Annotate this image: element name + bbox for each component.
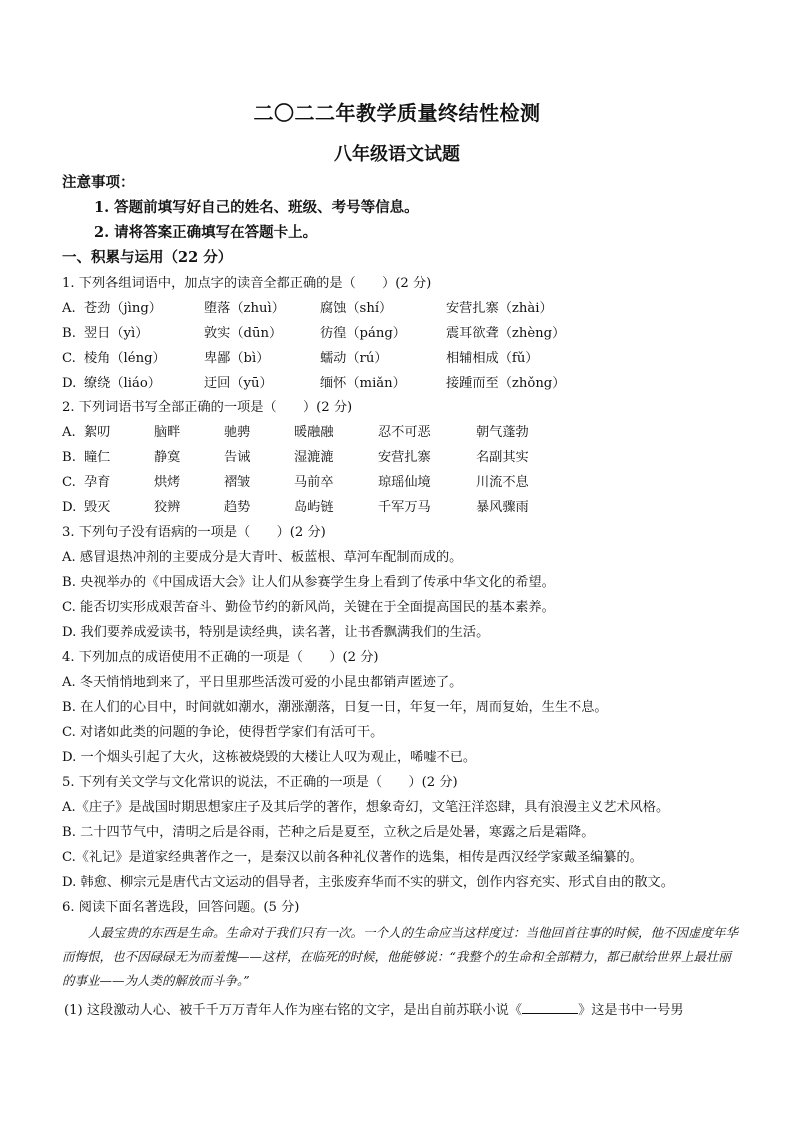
option-label: C.	[62, 351, 76, 366]
question-stem: 3. 下列句子没有语病的一项是（ ）(2 分)	[62, 525, 326, 540]
option-label: A.	[62, 425, 76, 440]
option-word: 安营扎寨	[378, 450, 431, 465]
option-text: B. 二十四节气中，清明之后是谷雨，芒种之后是夏至，立秋之后是处暑，寒露之后是霜降。	[62, 825, 595, 840]
sub-question	[64, 999, 684, 1020]
option-word: 敦实（dūn）	[204, 326, 283, 341]
excerpt-passage: 人最宝贵的东西是生命。生命对于我们只有一次。一个人的生命应当这样度过：当他回首往事的时候，他不因虚度年华而悔恨，也不因碌碌无为而羞愧——这样，在临死的时候，他能够说：“我整个的生命和全部精力，都已献给世界上最壮丽的事业——为人类的解放而斗争。”	[62, 925, 739, 988]
option-text: A. 感冒退热冲剂的主要成分是大青叶、板蓝根、草河车配制而成的。	[62, 550, 463, 565]
exam-subtitle: 八年级语文试题	[334, 144, 460, 165]
option-text: C.《礼记》是道家经典著作之一，是秦汉以前各种礼仪著作的选集，相传是西汉经学家戴圣编纂的。	[62, 850, 643, 865]
option-label: D.	[62, 500, 77, 515]
option-word: 名副其实	[476, 450, 529, 465]
option-text: D. 我们要养成爱读书，特别是读经典，读名著，让书香飘满我们的生活。	[62, 625, 490, 640]
question-stem: 2. 下列词语书写全部正确的一项是（ ）(2 分)	[62, 400, 353, 415]
option-word: 卑鄙（bì）	[204, 351, 270, 366]
option-word: 相辅相成（fǔ）	[446, 351, 539, 366]
option-label: B.	[62, 450, 76, 465]
option-word: 缅怀（miǎn）	[320, 376, 406, 391]
option-word: 静寞	[154, 450, 181, 465]
option-text: B. 央视举办的《中国成语大会》让人们从参赛学生身上看到了传承中华文化的希望。	[62, 575, 555, 590]
option-word: 脑畔	[154, 425, 181, 440]
option-word: 缭绕（liáo）	[84, 376, 161, 391]
exam-title: 二〇二二年教学质量终结性检测	[253, 101, 541, 125]
option-text: A.《庄子》是战国时期思想家庄子及其后学的著作，想象奇幻，文笔汪洋恣肆，具有浪漫主义艺术风格。	[62, 800, 670, 815]
option-word: 棱角（léng）	[84, 351, 166, 366]
option-word: 岛屿链	[294, 500, 334, 515]
notice-item: 2. 请将答案正确填写在答题卡上。	[94, 224, 318, 241]
option-text: B. 在人们的心目中，时间就如潮水，潮涨潮落，日复一日，年复一年，周而复始，生生不息。	[62, 700, 608, 715]
question-stem: 1. 下列各组词语中，加点字的读音全都正确的是（ ）(2 分)	[62, 276, 432, 291]
option-word: 孕育	[84, 475, 111, 490]
option-text: D. 一个烟头引起了大火，这栋被烧毁的大楼让人叹为观止，唏嘘不已。	[62, 750, 477, 765]
sub-question-text-tail: 》这是书中一号男	[578, 1003, 684, 1018]
option-word: 暖融融	[294, 425, 334, 440]
option-text: A. 冬天悄悄地到来了，平日里那些活泼可爱的小昆虫都销声匿迹了。	[62, 675, 463, 690]
notice-heading: 注意事项：	[62, 174, 135, 191]
option-word: 絮叨	[84, 425, 111, 440]
question-stem: 5. 下列有关文学与文化常识的说法，不正确的一项是（ ）(2 分)	[62, 775, 458, 790]
option-word: 趋势	[224, 500, 251, 515]
option-word: 暴风骤雨	[476, 500, 529, 515]
option-label: C.	[62, 475, 76, 490]
notice-item: 1. 答题前填写好自己的姓名、班级、考号等信息。	[94, 199, 419, 216]
option-label: A.	[62, 301, 76, 316]
option-word: 千军万马	[378, 500, 431, 515]
option-word: 蠕动（rú）	[320, 351, 388, 366]
option-word: 苍劲（jìng）	[84, 301, 162, 316]
option-word: 忍不可恶	[378, 425, 431, 440]
option-word: 翌日（yì）	[84, 326, 149, 341]
option-word: 马前卒	[294, 475, 334, 490]
option-word: 震耳欲聋（zhèng）	[446, 326, 566, 341]
section-heading: 一、积累与运用（22 分）	[62, 249, 233, 266]
option-text: C. 能否切实形成艰苦奋斗、勤俭节约的新风尚，关键在于全面提高国民的基本素养。	[62, 600, 555, 615]
option-word: 迂回（yū）	[204, 376, 273, 391]
option-label: B.	[62, 326, 76, 341]
option-word: 湿漉漉	[294, 450, 334, 465]
question-stem: 4. 下列加点的成语使用不正确的一项是（ ）(2 分)	[62, 650, 379, 665]
option-word: 狡辨	[154, 500, 181, 515]
option-text: C. 对诸如此类的问题的争论，使得哲学家们有活可干。	[62, 725, 384, 740]
option-text: D. 韩愈、柳宗元是唐代古文运动的倡导者，主张废弃华而不实的骈文，创作内容充实、形式自由的散文。	[62, 875, 674, 890]
option-word: 毁灭	[84, 500, 111, 515]
option-word: 朝气蓬勃	[476, 425, 529, 440]
sub-question-text: (1) 这段激动人心、被千千万万青年人作为座右铭的文字，是出自前苏联小说《	[64, 1003, 523, 1018]
option-word: 驰骋	[224, 425, 251, 440]
option-word: 烘烤	[154, 475, 181, 490]
option-word: 腐蚀（shí）	[320, 301, 393, 316]
option-word: 告诫	[224, 450, 251, 465]
option-word: 接踵而至（zhǒng）	[446, 376, 566, 391]
option-word: 川流不息	[476, 475, 529, 490]
option-word: 琼瑶仙境	[378, 475, 431, 490]
option-word: 褶皱	[224, 475, 251, 490]
option-label: D.	[62, 376, 77, 391]
option-word: 安营扎寨（zhài）	[446, 301, 553, 316]
option-word: 堕落（zhuì）	[204, 301, 285, 316]
answer-blank	[522, 999, 578, 1014]
option-word: 瞳仁	[84, 450, 111, 465]
option-word: 彷徨（páng）	[320, 326, 406, 341]
question-stem: 6. 阅读下面名著选段，回答问题。(5 分)	[62, 900, 300, 915]
